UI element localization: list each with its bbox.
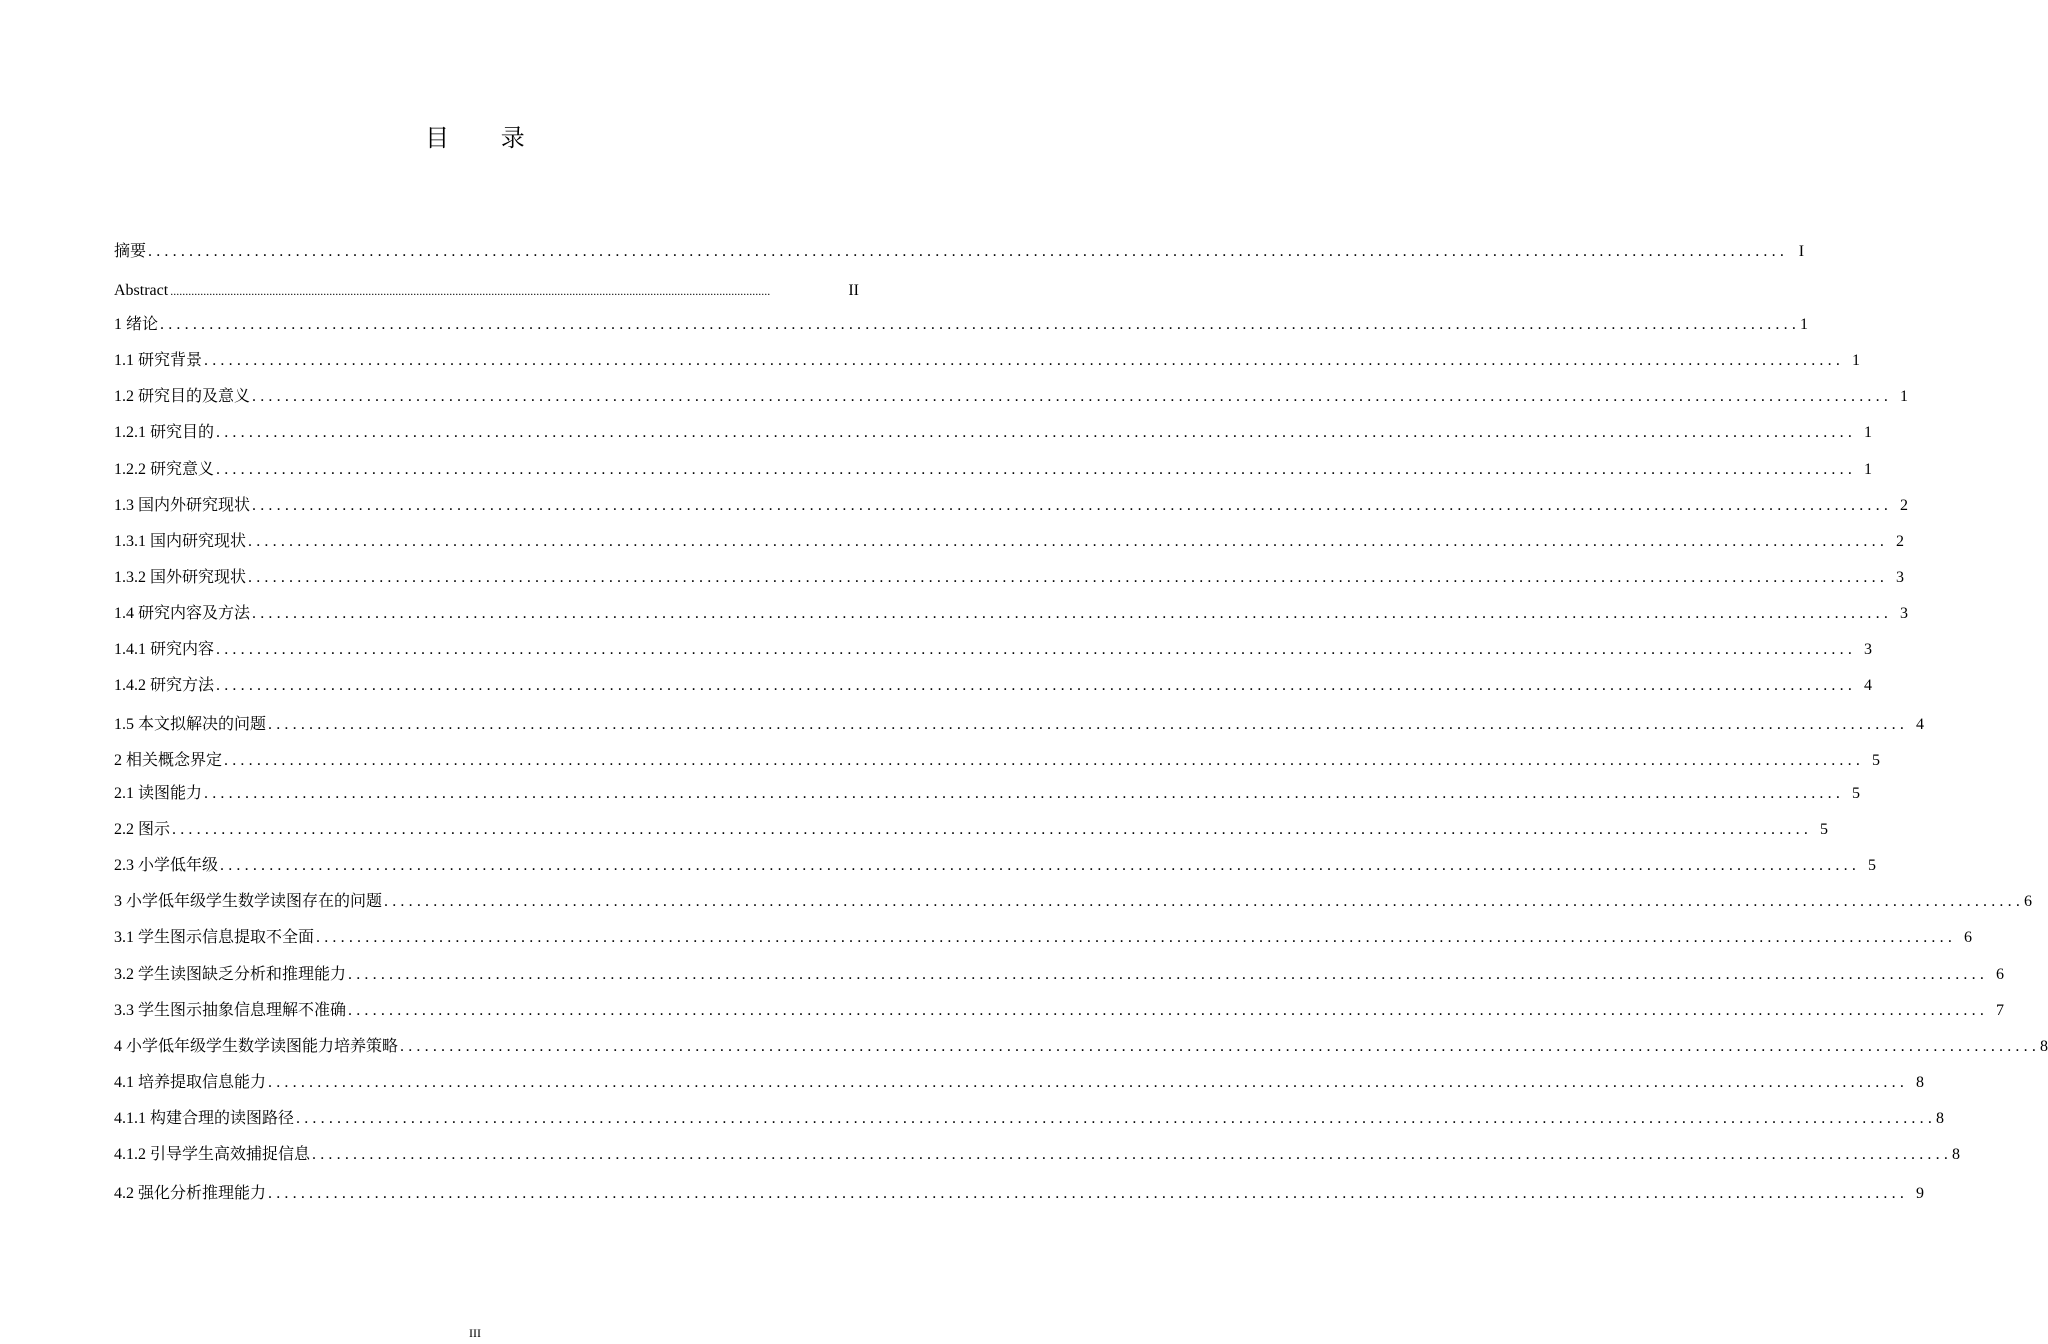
- toc-entry-page: 8: [1916, 1074, 1925, 1091]
- toc-entry-page: 5: [1852, 785, 1861, 802]
- toc-leader-dots: ........................................................................................................................................................................................................: [172, 821, 1813, 838]
- toc-entry-label: 2.2 图示: [114, 821, 171, 838]
- toc-entry-label: 1.1 研究背景: [114, 352, 203, 369]
- toc-entry[interactable]: [114, 783, 1861, 805]
- toc-entry[interactable]: [114, 1000, 2005, 1022]
- toc-entry-label: 4.1 培养提取信息能力: [114, 1074, 267, 1091]
- toc-entry-page: 8: [1936, 1110, 1945, 1127]
- toc-entry[interactable]: [114, 750, 1881, 772]
- toc-entry[interactable]: [114, 386, 1909, 408]
- toc-entry[interactable]: [114, 350, 1861, 372]
- toc-entry-label: 1 绪论: [114, 316, 159, 333]
- toc-entry-page: 3: [1900, 605, 1909, 622]
- toc-entry[interactable]: [114, 964, 2005, 986]
- toc-entry-page: I: [1798, 243, 1805, 260]
- toc-entry-label: 4.2 强化分析推理能力: [114, 1185, 267, 1202]
- toc-entry[interactable]: [114, 495, 1909, 517]
- toc-leader-dots: ........................................................................................................................................................................................................: [216, 461, 1857, 478]
- toc-entry-label: 1.3.2 国外研究现状: [114, 569, 247, 586]
- toc-entry-page: 7: [1996, 1002, 2005, 1019]
- toc-leader-dots: ........................................................................................................................................................................................................: [348, 1002, 1989, 1019]
- toc-entry-page: 1: [1800, 316, 1809, 333]
- toc-entry-label: 4.1.1 构建合理的读图路径: [114, 1110, 295, 1127]
- toc-entry-page: 1: [1864, 461, 1873, 478]
- toc-leader-dots: ........................................................................................................................................................................................................: [204, 352, 1845, 369]
- toc-leader-dots: ........................................................................................................................................................................................................: [252, 497, 1893, 514]
- toc-entry-page: 1: [1864, 424, 1873, 441]
- toc-entry[interactable]: [114, 1144, 1961, 1166]
- toc-entry[interactable]: [114, 1183, 1925, 1205]
- toc-entry[interactable]: [114, 280, 859, 302]
- toc-leader-dots: ........................................................................................................................................................................................................: [216, 641, 1857, 658]
- toc-entry-label: 2.3 小学低年级: [114, 857, 219, 874]
- toc-entry[interactable]: [114, 531, 1905, 553]
- footer-page-number: III: [469, 1326, 481, 1340]
- toc-entry[interactable]: [114, 422, 1873, 444]
- toc-entry[interactable]: [114, 639, 1873, 661]
- toc-entry-page: 2: [1896, 533, 1905, 550]
- toc-entry-page: 1: [1852, 352, 1861, 369]
- toc-entry-page: 3: [1896, 569, 1905, 586]
- toc-entry-page: 8: [2040, 1038, 2048, 1055]
- toc-leader-dots: ........................................................................................................................................................................................................: [204, 785, 1845, 802]
- toc-entry-label: 1.3 国内外研究现状: [114, 497, 251, 514]
- toc-leader-dots: ........................................................................................................................................................................................................: [248, 533, 1889, 550]
- toc-entry-label: 1.4 研究内容及方法: [114, 605, 251, 622]
- toc-leader-dots: ........................................................................................................................................................................................................: [312, 1146, 1953, 1163]
- toc-leader-dots: ........................................................................................................................................................................................................: [220, 857, 1861, 874]
- toc-leader-dots: ........................................................................................................................................................................................................: [268, 1074, 1909, 1091]
- toc-leader-dots: ........................................................................................................................................................................................................: [384, 893, 2025, 910]
- toc-entry-label: 1.2.1 研究目的: [114, 424, 215, 441]
- toc-entry-label: 3.3 学生图示抽象信息理解不准确: [114, 1002, 347, 1019]
- toc-entry[interactable]: [114, 891, 2033, 913]
- toc-leader-dots: ........................................................................................................................................................................................................: [268, 716, 1909, 733]
- toc-leader-dots: ........................................................................................................................................................................................................: [348, 966, 1989, 983]
- toc-entry-page: 5: [1872, 752, 1881, 769]
- toc-entry[interactable]: [114, 819, 1829, 841]
- toc-entry-page: 5: [1820, 821, 1829, 838]
- toc-leader-dots: ........................................................................................................................................................................................................: [296, 1110, 1937, 1127]
- toc-entry[interactable]: [114, 714, 1925, 736]
- toc-leader-dots: ........................................................................................................................................................................................................: [170, 284, 771, 298]
- toc-title: 目 录: [425, 124, 547, 152]
- toc-entry-label: 1.4.1 研究内容: [114, 641, 215, 658]
- toc-entry-page: 6: [1964, 929, 1973, 946]
- toc-entry[interactable]: [114, 314, 1809, 336]
- toc-entry[interactable]: [114, 855, 1877, 877]
- toc-leader-dots: ........................................................................................................................................................................................................: [248, 569, 1889, 586]
- toc-entry[interactable]: [114, 1036, 2048, 1058]
- toc-entry-label: 1.4.2 研究方法: [114, 677, 215, 694]
- toc-entry-page: 2: [1900, 497, 1909, 514]
- toc-leader-dots: ........................................................................................................................................................................................................: [316, 929, 1957, 946]
- toc-entry-page: 8: [1952, 1146, 1961, 1163]
- toc-entry-label: 3.1 学生图示信息提取不全面: [114, 929, 315, 946]
- toc-entry-label: 4 小学低年级学生数学读图能力培养策略: [114, 1038, 399, 1055]
- toc-leader-dots: ........................................................................................................................................................................................................: [160, 316, 1801, 333]
- toc-leader-dots: ........................................................................................................................................................................................................: [148, 243, 1789, 260]
- toc-entry-label: 2.1 读图能力: [114, 785, 203, 802]
- toc-entry-page: 3: [1864, 641, 1873, 658]
- toc-entry-label: 1.5 本文拟解决的问题: [114, 716, 267, 733]
- toc-entry-label: 2 相关概念界定: [114, 752, 223, 769]
- toc-entry-label: 3.2 学生读图缺乏分析和推理能力: [114, 966, 347, 983]
- toc-entry[interactable]: [114, 241, 1805, 263]
- toc-leader-dots: ........................................................................................................................................................................................................: [224, 752, 1865, 769]
- toc-leader-dots: ........................................................................................................................................................................................................: [252, 388, 1893, 405]
- toc-entry-label: 摘要: [114, 243, 147, 260]
- toc-entry[interactable]: [114, 567, 1905, 589]
- toc-entry[interactable]: [114, 1072, 1925, 1094]
- toc-entry-page: II: [848, 282, 859, 299]
- toc-leader-dots: ........................................................................................................................................................................................................: [252, 605, 1893, 622]
- toc-entry[interactable]: [114, 675, 1873, 697]
- toc-entry-page: 6: [2024, 893, 2033, 910]
- toc-entry-label: 1.3.1 国内研究现状: [114, 533, 247, 550]
- toc-entry[interactable]: [114, 1108, 1945, 1130]
- toc-entry[interactable]: [114, 927, 1973, 949]
- toc-entry-page: 1: [1900, 388, 1909, 405]
- toc-entry-label: 1.2.2 研究意义: [114, 461, 215, 478]
- toc-entry[interactable]: [114, 603, 1909, 625]
- toc-leader-dots: ........................................................................................................................................................................................................: [400, 1038, 2041, 1055]
- toc-entry-label: 3 小学低年级学生数学读图存在的问题: [114, 893, 383, 910]
- toc-leader-dots: ........................................................................................................................................................................................................: [268, 1185, 1909, 1202]
- toc-entry-page: 4: [1864, 677, 1873, 694]
- toc-entry-label: 4.1.2 引导学生高效捕捉信息: [114, 1146, 311, 1163]
- toc-entry[interactable]: [114, 459, 1873, 481]
- toc-leader-dots: ........................................................................................................................................................................................................: [216, 677, 1857, 694]
- toc-leader-dots: ........................................................................................................................................................................................................: [216, 424, 1857, 441]
- toc-entry-page: 4: [1916, 716, 1925, 733]
- toc-entry-page: 9: [1916, 1185, 1925, 1202]
- toc-entry-label: 1.2 研究目的及意义: [114, 388, 251, 405]
- toc-entry-page: 6: [1996, 966, 2005, 983]
- toc-entry-label: Abstract: [114, 282, 169, 299]
- toc-entry-page: 5: [1868, 857, 1877, 874]
